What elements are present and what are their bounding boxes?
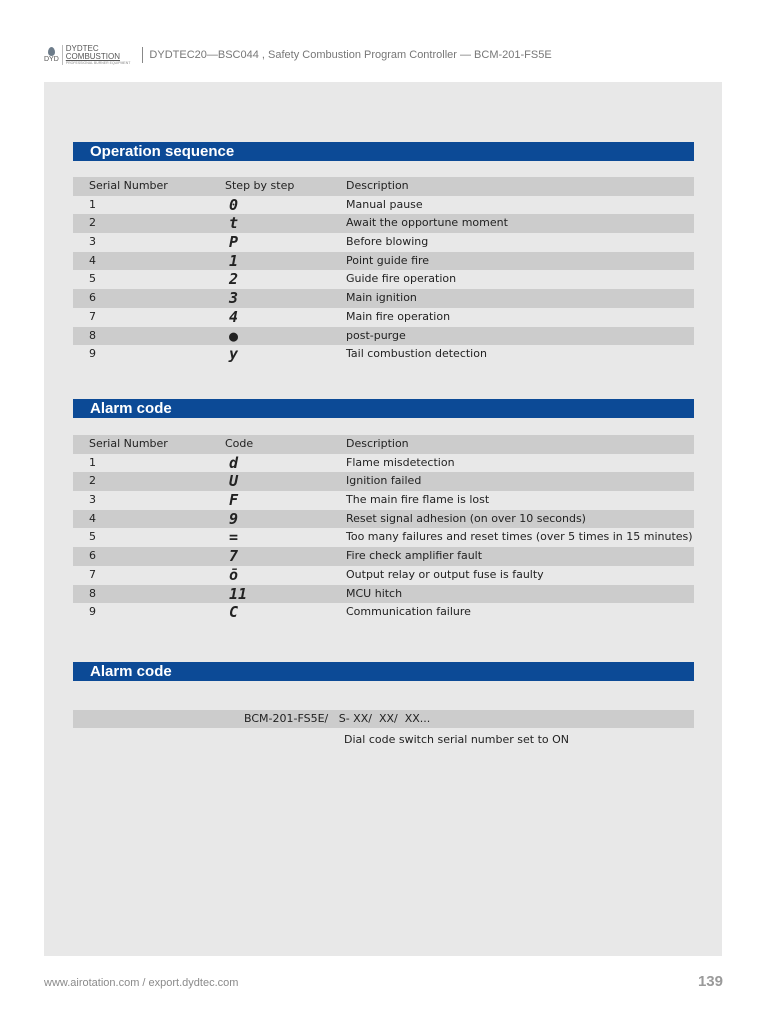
table-row (73, 233, 694, 252)
column-header: Serial Number (89, 437, 168, 450)
operation-sequence-table (73, 177, 694, 364)
serial-number: 1 (89, 455, 96, 469)
display-code: 4 (229, 307, 239, 326)
description: Tail combustion detection (346, 347, 487, 361)
serial-number: 2 (89, 474, 96, 488)
serial-number: 8 (89, 586, 96, 600)
footer-links: www.airotation.com / export.dydtec.com (44, 977, 239, 989)
display-code: P (229, 233, 239, 252)
display-code: 3 (229, 289, 239, 308)
description: Reset signal adhesion (on over 10 seconds) (346, 511, 586, 525)
table-row (73, 472, 694, 491)
table-row (73, 491, 694, 510)
table-row (73, 289, 694, 308)
table-row (73, 270, 694, 289)
serial-number: 2 (89, 216, 96, 230)
serial-number: 4 (89, 511, 96, 525)
description: Communication failure (346, 605, 471, 619)
description: Guide fire operation (346, 272, 457, 286)
serial-number: 4 (89, 253, 96, 267)
description: Fire check amplifier fault (346, 549, 483, 563)
table-row (73, 585, 694, 604)
table-row (73, 566, 694, 585)
description: Main ignition (346, 291, 417, 305)
display-code: U (229, 472, 239, 491)
serial-number: 7 (89, 567, 96, 581)
display-code: d (229, 453, 239, 472)
alarm-code-heading: Alarm code (73, 399, 694, 418)
code-format-row (73, 710, 694, 728)
dial-code-heading: Alarm code (73, 662, 694, 681)
serial-number: 3 (89, 235, 96, 249)
display-code: y (229, 345, 239, 364)
display-code: 9 (229, 509, 239, 528)
column-header: Description (346, 179, 409, 192)
display-code: 0 (229, 195, 239, 214)
display-code: F (229, 491, 239, 510)
description: Await the opportune moment (346, 216, 508, 230)
page-number: 139 (697, 973, 723, 990)
dial-note: Dial code switch serial number set to ON (344, 733, 569, 746)
description: Ignition failed (346, 474, 422, 488)
serial-number: 5 (89, 272, 96, 286)
display-code: 2 (229, 270, 239, 289)
column-header: Code (225, 437, 254, 450)
display-code: ● (229, 326, 239, 345)
table-row (73, 252, 694, 271)
table-row (73, 308, 694, 327)
description: MCU hitch (346, 586, 403, 600)
serial-number: 6 (89, 291, 96, 305)
description: Main fire operation (346, 309, 451, 323)
serial-number: 9 (89, 347, 96, 361)
serial-number: 5 (89, 530, 96, 544)
table-row (73, 603, 694, 622)
table-row (73, 547, 694, 566)
description: Too many failures and reset times (over 5 times in 15 minutes) (346, 530, 693, 544)
alarm-code-table (73, 435, 694, 622)
page-header (44, 44, 724, 66)
code-format: BCM-201-FS5E/ S- XX/ XX/ XX... (244, 712, 431, 725)
operation-sequence-heading: Operation sequence (73, 142, 694, 161)
brand-logo: DYD DYDTEC COMBUSTION PROFESSIONAL BURNER EQUIPMENT (44, 44, 131, 65)
table-row (73, 214, 694, 233)
serial-number: 1 (89, 197, 96, 211)
description: post-purge (346, 328, 406, 342)
column-header: Description (346, 437, 409, 450)
description: Output relay or output fuse is faulty (346, 567, 544, 581)
display-code: t (229, 214, 239, 233)
description: Manual pause (346, 197, 423, 211)
serial-number: 6 (89, 549, 96, 563)
table-header-row (73, 435, 694, 454)
table-row (73, 345, 694, 364)
display-code: ō (229, 565, 239, 584)
serial-number: 7 (89, 309, 96, 323)
display-code: 11 (229, 584, 248, 603)
display-code: 1 (229, 251, 239, 270)
display-code: = (229, 528, 239, 547)
column-header: Step by step (225, 179, 295, 192)
display-code: C (229, 603, 239, 622)
serial-number: 8 (89, 328, 96, 342)
document-title: DYDTEC20—BSC044 , Safety Combustion Program Controller — BCM-201-FS5E (149, 49, 552, 61)
serial-number: 3 (89, 493, 96, 507)
display-code: 7 (229, 547, 239, 566)
table-row (73, 454, 694, 473)
column-header: Serial Number (89, 179, 168, 192)
flame-drop-icon (48, 47, 55, 56)
description: Point guide fire (346, 253, 430, 267)
description: Before blowing (346, 235, 429, 249)
table-row (73, 196, 694, 215)
description: Flame misdetection (346, 455, 455, 469)
table-row (73, 510, 694, 529)
header-divider (142, 47, 143, 63)
table-row (73, 528, 694, 547)
description: The main fire flame is lost (346, 493, 490, 507)
table-row (73, 327, 694, 346)
table-header-row (73, 177, 694, 196)
serial-number: 9 (89, 605, 96, 619)
